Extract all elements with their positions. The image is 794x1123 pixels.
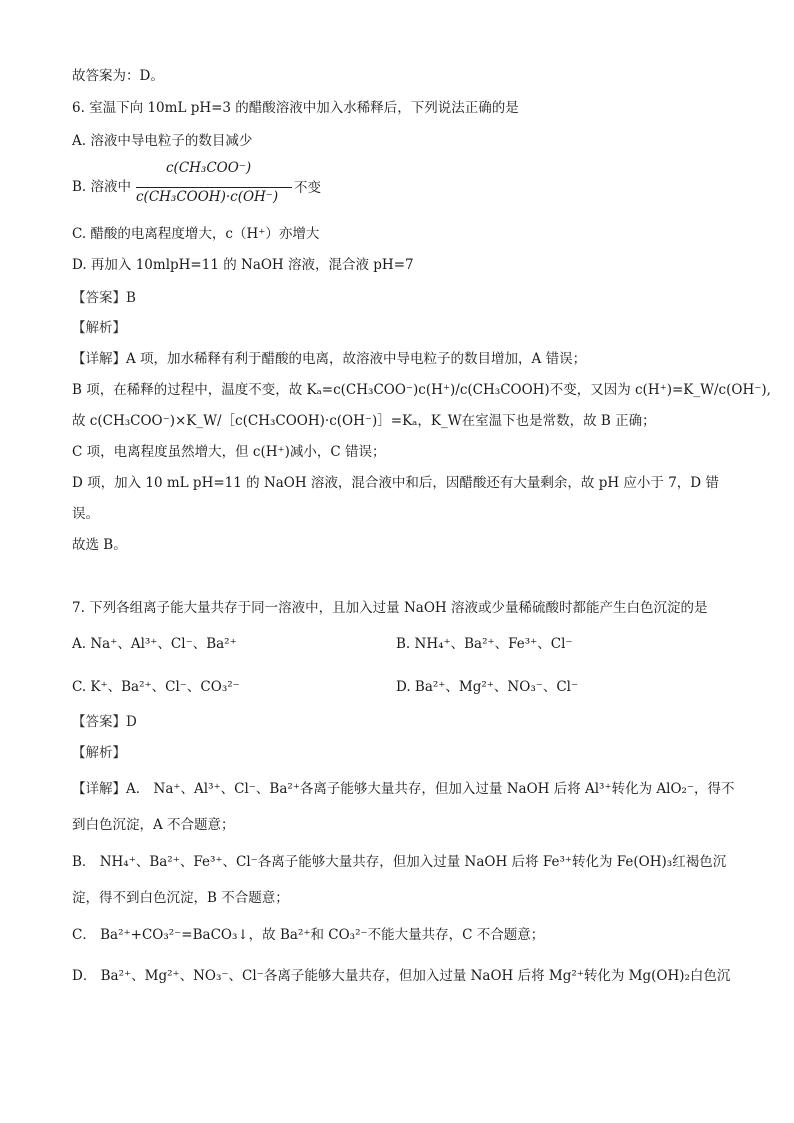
analysis-6-heading: 【解析】 [72, 320, 126, 336]
detail-6-line: C 项，电离程度虽然增大，但 c(H⁺)减小，C 错误； [72, 444, 386, 460]
fraction-denominator: c(CH₃COOH)·c(OH⁻) [136, 189, 279, 205]
detail-7-line: 淀，得不到白色沉淀，B 不合题意； [72, 890, 289, 906]
option-7d: D. Ba²⁺、Mg²⁺、NO₃⁻、Cl⁻ [396, 679, 579, 695]
option-6b-suffix: 不变 [294, 180, 321, 196]
detail-6-line: 误。 [72, 506, 99, 522]
answer-6: 【答案】B [72, 290, 136, 306]
option-6a: A. 溶液中导电粒子的数目减少 [72, 133, 253, 149]
analysis-7-heading: 【解析】 [72, 745, 126, 761]
detail-6-line: D 项，加入 10 mL pH=11 的 NaOH 溶液，混合液中和后，因醋酸还有大量剩余，故 pH 应小于 7，D 错 [72, 475, 719, 491]
detail-6-line: B 项，在稀释的过程中，温度不变，故 Kₐ=c(CH₃COO⁻)c(H⁺)/c(CH₃COOH)不变，又因为 c(H⁺)=K_W/c(OH⁻), [72, 382, 771, 398]
detail-7-line: 到白色沉淀，A 不合题意； [72, 817, 235, 833]
option-7a: A. Na⁺、Al³⁺、Cl⁻、Ba²⁺ [72, 636, 237, 652]
question-7: 7. 下列各组离子能大量共存于同一溶液中，且加入过量 NaOH 溶液或少量稀硫酸时都能产生白色沉淀的是 [72, 600, 708, 616]
text-line: 故答案为：D。 [72, 68, 164, 84]
option-6b-prefix: B. 溶液中 [72, 179, 132, 195]
detail-7-line: B． NH₄⁺、Ba²⁺、Fe³⁺、Cl⁻各离子能够大量共存，但加入过量 NaOH 后将 Fe³⁺转化为 Fe(OH)₃红褐色沉 [72, 854, 727, 870]
option-7b: B. NH₄⁺、Ba²⁺、Fe³⁺、Cl⁻ [396, 636, 573, 652]
option-6d: D. 再加入 10mlpH=11 的 NaOH 溶液，混合液 pH=7 [72, 257, 414, 273]
detail-6-line: 故选 B。 [72, 537, 127, 553]
detail-7-line: C． Ba²⁺+CO₃²⁻=BaCO₃↓，故 Ba²⁺和 CO₃²⁻不能大量共存，C 不合题意； [72, 927, 545, 943]
fraction-numerator: c(CH₃COO⁻) [166, 160, 252, 176]
fraction-bar [136, 187, 292, 188]
answer-7: 【答案】D [72, 714, 137, 730]
option-7c: C. K⁺、Ba²⁺、Cl⁻、CO₃²⁻ [72, 679, 240, 695]
detail-7-line: D． Ba²⁺、Mg²⁺、NO₃⁻、Cl⁻各离子能够大量共存，但加入过量 NaOH 后将 Mg²⁺转化为 Mg(OH)₂白色沉 [72, 968, 731, 984]
detail-6-line: 故 c(CH₃COO⁻)×K_W/［c(CH₃COOH)·c(OH⁻)］=Kₐ，K_W在室温下也是常数，故 B 正确； [72, 413, 656, 429]
option-6c: C. 醋酸的电离程度增大，c（H⁺）亦增大 [72, 226, 320, 242]
detail-6-line: 【详解】A 项，加水稀释有利于醋酸的电离，故溶液中导电粒子的数目增加，A 错误； [72, 351, 587, 367]
detail-7-line: 【详解】A． Na⁺、Al³⁺、Cl⁻、Ba²⁺各离子能够大量共存，但加入过量 NaOH 后将 Al³⁺转化为 AlO₂⁻，得不 [72, 781, 735, 797]
question-6: 6. 室温下向 10mL pH=3 的醋酸溶液中加入水稀释后，下列说法正确的是 [72, 100, 519, 116]
